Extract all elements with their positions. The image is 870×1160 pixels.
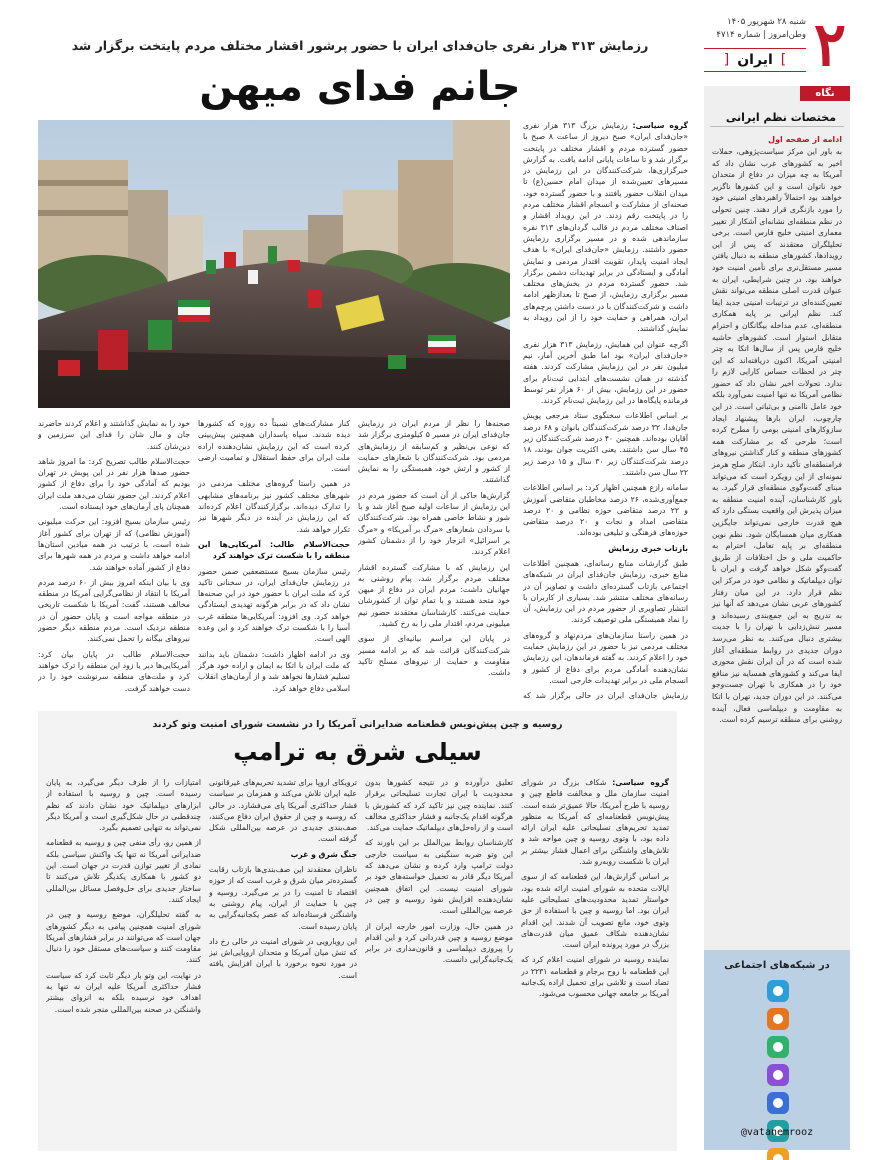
rally-photo-illustration (38, 120, 510, 408)
second-kicker: روسیه و چین پیش‌نویس قطعنامه ضدایرانی آمریکا را در نشست شورای امنیت وتو کردند (152, 719, 563, 730)
main-article-col-1 (523, 120, 688, 700)
paragraph-text: رزمایش بزرگ ۳۱۳ هزار نفری «جان‌فدای ایران» صبح دیروز از ساعت ۸ صبح با حضور گسترده مردم و اقشار مختلف در پایتخت برگزار شد و تا ساعات پایانی ادامه یافت. به گزارش خبرگزاری‌ها، شرکت‌کنندگان در این رزمایش در مسیرهای تعیین‌شده از میدان امام حسین(ع) تا میدان انقلاب حضور یافتند و با حضور گسترده خود، صحنه‌ای از مشارکت و انسجام اقشار مختلف مردم را در پایتخت رقم زدند. در این رویداد اقشار و اصناف مختلف مردم در قالب گردان‌های ۳۱۳ نفره سازماندهی شده و در مسیر برگزاری رزمایش حضور داشتند. رزمایش «جان‌فدای ایران» با هدف ایجاد امنیت پایدار، تقویت اقتدار مردمی و نمایش آمادگی و ایستادگی در برابر تهدیدات دشمن برگزار شد. حضور گسترده مردم در بخش‌های مختلف مسیر برگزاری رزمایش، از صبح تا بعدازظهر ادامه داشت و شرکت‌کنندگان با در دست داشتن پرچم‌های ایران، همراهی و حمایت خود را از این رویداد به نمایش گذاشتند. (523, 121, 688, 334)
social-title: در شبکه‌های اجتماعی (724, 960, 830, 971)
second-paragraph: ترویکای اروپا برای تشدید تحریم‌های غیرقانونی علیه ایران تلاش می‌کند و همزمان بر سیاست فشار حداکثری آمریکا پای می‌فشارد. در حالی که روسیه و چین از حقوق ایران دفاع می‌کنند، صف‌بندی جدیدی در عرصه بین‌المللی شکل گرفته است. (209, 778, 357, 844)
main-article-col-3 (198, 418, 350, 700)
second-paragraph: بر اساس گزارش‌ها، این قطعنامه که از سوی ایالات متحده به شورای امنیت ارائه شده بود، خواستار تمدید محدودیت‌های تسلیحاتی علیه ایران بود. اما روسیه و چین با استفاده از حق وتوی خود، مانع تصویب آن شدند. این اقدام نشان‌دهنده شکاف عمیق میان قدرت‌های بزرگ در مورد پرونده ایران است. (521, 872, 669, 950)
main-article-col-2 (358, 418, 510, 700)
main-paragraph: سامانه رازع همچنین اظهار کرد: بر اساس اطلاعات جمع‌آوری‌شده، ۲۶ درصد مخاطبان متقاضی آموزش و ۲۲ درصد متقاضی حوزه نظامی و ۲۰ درصد متقاضی امداد و نجات و ۲۰ درصد متقاضی حوزه‌های فرهنگی و تبلیغی بوده‌اند. (523, 483, 688, 538)
virasty-icon-glyph (773, 1154, 783, 1160)
sidebar-body: به باور این مرکز سیاست‌پژوهی، حملات اخیر به کشورهای عرب نشان داد که آمریکا به چه میزان در دفاع از متحدان خود ناتوان است و این کشورها ناگزیر خواهند بود احتمالاً راهبردهای امنیتی خود را مورد بازنگری قرار دهند. چنین تحولی در نظم منطقه‌ای نشانه‌ای آشکار از تغییر معماری امنیتی خلیج فارس است. برخی تحلیلگران معتقدند که پس از این رویدادها، کشورهای منطقه به دنبال یافتن مسیر مستقل‌تری برای تأمین امنیت خود خواهند بود. در چنین شرایطی، ایران به عنوان قدرت اصلی منطقه می‌تواند نقش تعیین‌کننده‌ای در ترتیبات امنیتی جدید ایفا کند. نظم ایرانی بر پایه همکاری منطقه‌ای، عدم مداخله بیگانگان و احترام متقابل استوار است. کشورهای حاشیه خلیج فارس پس از سال‌ها اتکا به چتر امنیتی آمریکا، اکنون دریافته‌اند که این چتر در لحظات حساس کارایی لازم را ندارد. تحولات اخیر نشان داد که حضور نظامی آمریکا نه تنها امنیت نمی‌آورد بلکه خود عامل ناامنی و بی‌ثباتی است. در این چارچوب، ایران بارها پیشنهاد ایجاد سازوکارهای امنیتی بومی را مطرح کرده است؛ طرحی که بر مشارکت همه کشورهای منطقه و کنار گذاشتن نیروهای فرامنطقه‌ای تأکید دارد. ابتکار صلح هرمز نمونه‌ای از این رویکرد است که می‌تواند مبنای گفت‌وگوی منطقه‌ای قرار گیرد. به باور کارشناسان، آینده امنیت منطقه به میزان پذیرش این واقعیت بستگی دارد که هیچ قدرت خارجی نمی‌تواند جایگزین همکاری میان همسایگان شود. نظم نوین منطقه‌ای بر پایه تعامل، احترام به حاکمیت ملی و حل اختلافات از طریق گفت‌وگو شکل خواهد گرفت و ایران با توان دیپلماتیک و نظامی خود در مرکز این نظم قرار دارد. در این میان رفتار کشورهای عربی نشان می‌دهد که آنها نیز به تدریج به این جمع‌بندی رسیده‌اند و مسیر تنش‌زدایی با تهران را با جدیت بیشتری دنبال می‌کنند. به نظر می‌رسد دوران جدیدی در روابط منطقه‌ای آغاز شده است که در آن ایران نقش محوری ایفا می‌کند و کشورهای همسایه نیز منافع خود را در همکاری با تهران جست‌وجو می‌کنند. در این دوران جدید، تهران با اتکا به مقاومت و دیپلماسی فعال، آینده روشنی برای منطقه ترسیم کرده است. (712, 147, 842, 725)
main-paragraph: گزارش‌ها حاکی از آن است که حضور مردم در این رزمایش از ساعات اولیه صبح آغاز شد و با شور و نشاط خاصی همراه بود. شرکت‌کنندگان با سردادن شعارهای «مرگ بر آمریکا» و «مرگ بر اسرائیل» انزجار خود را از دشمنان کشور اعلام کردند. (358, 490, 510, 557)
social-networks-box (704, 950, 850, 1150)
main-paragraph: صحنه‌ها را نظر از مردم ایران در رزمایش جان‌فدای ایران در مسیر ۵ کیلومتری برگزار شد که نوعی بی‌نظیر و کم‌سابقه از رزمایش‌های مردمی بود. شرکت‌کنندگان با شعارهای حمایت از کشور و ارتش خود، همبستگی را به نمایش گذاشتند. (358, 419, 510, 485)
second-paragraph: ناظران معتقدند این صف‌بندی‌ها بازتاب رقابت گسترده‌تر میان شرق و غرب است که از حوزه اقتصاد تا امنیت را در بر می‌گیرد. روسیه و چین با حمایت از ایران، پیام روشنی به واشنگتن فرستاده‌اند که عصر یکجانبه‌گرایی به پایان رسیده است. (209, 865, 357, 931)
second-article-col-2 (365, 777, 513, 1143)
main-paragraph: اگرچه عنوان این همایش، رزمایش ۳۱۳ هزار نفری «جان‌فدای ایران» بود اما طبق آخرین آمار، نیم میلیون نفر در این رزمایش مشارکت کردند. هفته گذشته در همان نشست‌های ابتدایی ثبت‌نام برای حضور در این رزمایش، بیش از ۶۰ هزار نفر توسط فرمانده پایگاه‌ها در این رزمایش ثبت‌نام کردند. (523, 339, 688, 406)
section-name: ایران (737, 52, 773, 68)
telegram-icon-glyph (773, 986, 783, 996)
main-paragraph: در همین راستا گروه‌های مختلف مردمی در شهرهای مختلف کشور نیز برنامه‌های مشابهی را تدارک دیده‌اند. برگزارکنندگان اعلام کرده‌اند که این رزمایش در آینده در دیگر شهرها نیز تکرار خواهد شد. (198, 479, 350, 534)
main-paragraph (523, 120, 688, 335)
sidebar-title: مختصات نظم ایرانی (710, 101, 844, 127)
subheading: جنگ شرق و غرب (290, 849, 357, 859)
main-paragraph: کنار مشارکت‌های نسبتاً ده روزه که کشورها دیده شدند. سپاه پاسداران همچنین پیش‌بینی کرده است که این رزمایش نشان‌دهنده اراده ملت ایران برای حفظ استقلال و تمامیت ارضی است. (198, 419, 350, 474)
second-paragraph: تعلیق درآورده و در نتیجه کشورها بدون محدودیت با ایران تجارت تسلیحاتی برقرار کنند. نماینده چین نیز تاکید کرد که کشورش با هرگونه اقدام یک‌جانبه و فشار حداکثری مخالف است و از راه‌حل‌های دیپلماتیک حمایت می‌کند. (365, 778, 513, 833)
rubika-icon[interactable] (767, 1064, 789, 1086)
bale-icon[interactable] (767, 1036, 789, 1058)
issue-number: وطن‌امروز | شماره ۴۷۱۴ (716, 30, 806, 40)
second-paragraph: از همین رو، رأی منفی چین و روسیه به قطعنامه ضدایرانی آمریکا نه تنها یک واکنش سیاسی بلکه نمادی از تغییر توازن قدرت در جهان است. این دو کشور با همکاری یکدیگر تلاش می‌کنند تا ساختار جدیدی برای حل‌وفصل مسائل بین‌المللی ایجاد کنند. (46, 838, 201, 904)
section-label (704, 48, 806, 72)
second-article-box (38, 711, 677, 1151)
eitaa-icon-glyph (773, 1014, 783, 1024)
second-article-col-4 (46, 777, 201, 1143)
main-paragraph: رئیس سازمان بسیج افزود: این حرکت میلیونی (آموزش نظامی) که از تهران برای کشور آغاز شده است، با ترتیب در همه میادین استان‌ها ادامه خواهد داشت و مردم در همه شهرها برای دفاع از کشور آماده خواهند شد. (38, 517, 190, 572)
second-paragraph: این رویارویی در شورای امنیت در حالی رخ داد که تنش میان آمریکا و متحدان اروپایی‌اش نیز در مورد نحوه برخورد با ایران افزایش یافته است. (209, 936, 357, 980)
lead-label: گروه سیاسی: (632, 121, 688, 130)
eitaa-icon[interactable] (767, 1008, 789, 1030)
main-paragraph: در همین راستا سازمان‌های مردم‌نهاد و گروه‌های مختلف مردمی نیز با حضور در این رزمایش حمایت خود را اعلام کردند. به گفته فرماندهان، این رزمایش نشان‌دهنده آمادگی مردم برای دفاع از کشور و انسجام ملی در برابر تهدیدات خارجی است. (523, 630, 688, 685)
main-paragraph: وی در ادامه اظهار داشت: دشمنان باید بدانند که ملت ایران با اتکا به ایمان و اراده خود هرگز تسلیم فشارها نخواهد شد و از آرمان‌های انقلاب اسلامی دفاع خواهد کرد. (198, 649, 350, 693)
paragraph-text: شکاف بزرگ در شورای امنیت سازمان ملل و مخالفت قاطع چین و روسیه با طرح آمریکا، حالا عمیق‌تر شده است. پیش‌نویس قطعنامه‌ای که آمریکا به منظور تمدید تحریم‌های تسلیحاتی علیه ایران ارائه داده بود، با وتوی روسیه و چین مواجه شد و تلاش‌های واشنگتن برای اعمال فشار بیشتر بر ایران با شکست روبه‌رو شد. (521, 778, 669, 867)
second-paragraph: به گفته تحلیلگران، موضع روسیه و چین در شورای امنیت همچنین پیامی به دیگر کشورهای جهان است که می‌توانند در برابر فشارهای آمریکا مقاومت کنند و سیاست‌های مستقل خود را دنبال کنند. (46, 910, 201, 965)
second-paragraph (521, 777, 669, 867)
sidebar-continued: ادامه از صفحه اول (768, 135, 842, 144)
second-article-col-1 (521, 777, 669, 1143)
masthead (704, 10, 850, 86)
issue-meta (704, 16, 806, 42)
second-headline: سیلی شرق به ترامپ (233, 738, 482, 766)
lead-label: گروه سیاسی: (612, 778, 669, 787)
main-kicker: رزمایش ۳۱۳ هزار نفری جان‌فدای ایران با حضور پرشور اقشار مختلف مردم پایتخت برگزار شد (71, 38, 649, 53)
main-headline: جانم فدای میهن (199, 64, 521, 110)
telegram-icon[interactable] (767, 980, 789, 1002)
main-paragraph: خود را به نمایش گذاشتند و اعلام کردند حاضرند جان و مال شان را فدای این سرزمین و دین‌شان کنند. (38, 419, 190, 451)
main-paragraph: رزمایش جان‌فدای ایران در حالی برگزار شد که (523, 691, 688, 700)
soroush-icon-glyph (773, 1098, 783, 1108)
main-paragraph: بر اساس اطلاعات سخنگوی ستاد مرجعی پویش جان‌فدا، ۳۲ درصد شرکت‌کنندگان بانوان و ۶۸ درصد آقایان بوده‌اند. همچنین ۴۰ درصد شرکت‌کنندگان زیر ۴۵ سال سن داشتند. یعنی اکثریت جوان بودند، ۱۸ درصد شرکت‌کنندگان زیر ۳۰ سال و ۱۵ درصد زیر ۲۲ سال سن داشتند. (523, 411, 688, 477)
note-tag: نگاه (800, 86, 850, 101)
second-paragraph: در همین حال، وزارت امور خارجه ایران از موضع روسیه و چین قدردانی کرد و این اقدام را پیروزی دیپلماسی و قانون‌مداری در برابر یک‌جانبه‌گرایی دانست. (365, 921, 513, 965)
bracket-open: ] (780, 52, 787, 68)
main-paragraph: طبق گزارشات منابع رسانه‌ای، همچنین اطلاعات منابع خبری، رزمایش جان‌فدای ایران در شبکه‌های اجتماعی بازتاب گسترده‌ای داشت و تصاویر آن در رسانه‌های مختلف منتشر شد. بسیاری از کاربران با انتشار تصاویری از حضور مردم در این رزمایش، آن را نماد همبستگی ملی توصیف کردند. (523, 558, 688, 625)
rubika-icon-glyph (773, 1070, 783, 1080)
main-article-col-4 (38, 418, 190, 700)
main-paragraph: این رزمایش که با مشارکت گسترده اقشار مختلف مردم برگزار شد، پیام روشنی به جهانیان داشت: مردم ایران در دفاع از میهن خود متحد هستند و با تمام توان از کشورشان حمایت می‌کنند. کارشناسان معتقدند حضور نیم میلیونی مردم، اقتدار ملی را به رخ کشید. (358, 562, 510, 629)
second-paragraph: نماینده روسیه در شورای امنیت اعلام کرد که این قطعنامه با روح برجام و قطعنامه ۲۲۳۱ در تضاد است و تلاشی برای تحمیل اراده یک‌جانبه آمریکا بر جامعه جهانی محسوب می‌شود. (521, 955, 669, 999)
main-paragraph (198, 698, 350, 700)
main-paragraph: در پایان این مراسم بیانیه‌ای از سوی شرکت‌کنندگان قرائت شد که بر ادامه مسیر مقاومت و حمایت از نیروهای مسلح تاکید داشت. (358, 634, 510, 678)
main-paragraph: حجت‌الاسلام طالب تصریح کرد: ما امروز شاهد حضور صدها هزار نفر در این پویش در تهران بودیم که آمادگی خود را برای دفاع از کشور اعلام کردند. این حضور نشان می‌دهد ملت ایران همچنان پای آرمان‌های خود ایستاده است. (38, 456, 190, 512)
main-paragraph: رئیس سازمان بسیج مستضعفین ضمن حضور در رزمایش جان‌فدای ایران، در سخنانی تاکید کرد که ملت ایران با حضور خود در این صحنه‌ها نشان داد که در برابر هرگونه تهدیدی ایستادگی خواهد کرد. وی افزود: آمریکایی‌ها منطقه غرب آسیا را با شکست ترک خواهند کرد و این وعده الهی است. (198, 566, 350, 644)
bale-icon-glyph (773, 1042, 783, 1052)
second-paragraph: در نهایت، این وتو بار دیگر ثابت کرد که سیاست فشار حداکثری آمریکا علیه ایران نه تنها به اهداف خود نرسیده بلکه به انزوای بیشتر واشنگتن در صحنه بین‌المللی منجر شده است. (46, 970, 201, 1014)
main-paragraph: وی با بیان اینکه امروز بیش از ۶۰ درصد مردم آمریکا با انتقاد از نظامی‌گرایی آمریکا در منطقه مخالف هستند، گفت: آمریکا با شکست تاریخی در منطقه مواجه است و پایان حضور آن در منطقه نزدیک است. مردم منطقه دیگر حضور نیروهای بیگانه را تحمل نمی‌کنند. (38, 577, 190, 644)
issue-date: شنبه ۲۸ شهریور ۱۴۰۵ (727, 17, 806, 27)
virasty-icon[interactable] (767, 1148, 789, 1160)
bracket-close: [ (723, 52, 730, 68)
second-article-col-3 (209, 777, 357, 1143)
main-paragraph: حجت‌الاسلام طالب در پایان بیان کرد: آمریکایی‌ها دیر یا زود این منطقه را ترک خواهند کرد و ملت‌های منطقه سرنوشت خود را در دست خواهند گرفت. (38, 649, 190, 693)
subheading: حجت‌الاسلام طالب: آمریکایی‌ها این منطقه را با شکست ترک خواهند کرد (198, 539, 350, 561)
rally-photo (38, 120, 510, 408)
soroush-icon[interactable] (767, 1092, 789, 1114)
second-paragraph: کارشناسان روابط بین‌الملل بر این باورند که این وتو ضربه سنگینی به سیاست خارجی دولت ترامپ وارد کرده و نشان می‌دهد که آمریکا دیگر قادر به تحمیل خواسته‌های خود بر شورای امنیت نیست. این اتفاق همچنین نشان‌دهنده افزایش نفوذ روسیه و چین در عرصه بین‌المللی است. (365, 838, 513, 916)
sidebar-column (704, 86, 850, 1150)
subheading: بازتاب خبری رزمایش (608, 543, 688, 553)
social-handle[interactable]: @vatanemrooz (740, 1127, 814, 1138)
second-paragraph: امتیازات را از طرف دیگر می‌گیرد، به پایان رسیده است. چین و روسیه با استفاده از ابزارهای دیپلماتیک خود نشان دادند که نظم چندقطبی در حال شکل‌گیری است و آمریکا دیگر نمی‌تواند به تنهایی تصمیم بگیرد. (46, 778, 201, 833)
page-number: ۲ (813, 10, 847, 80)
